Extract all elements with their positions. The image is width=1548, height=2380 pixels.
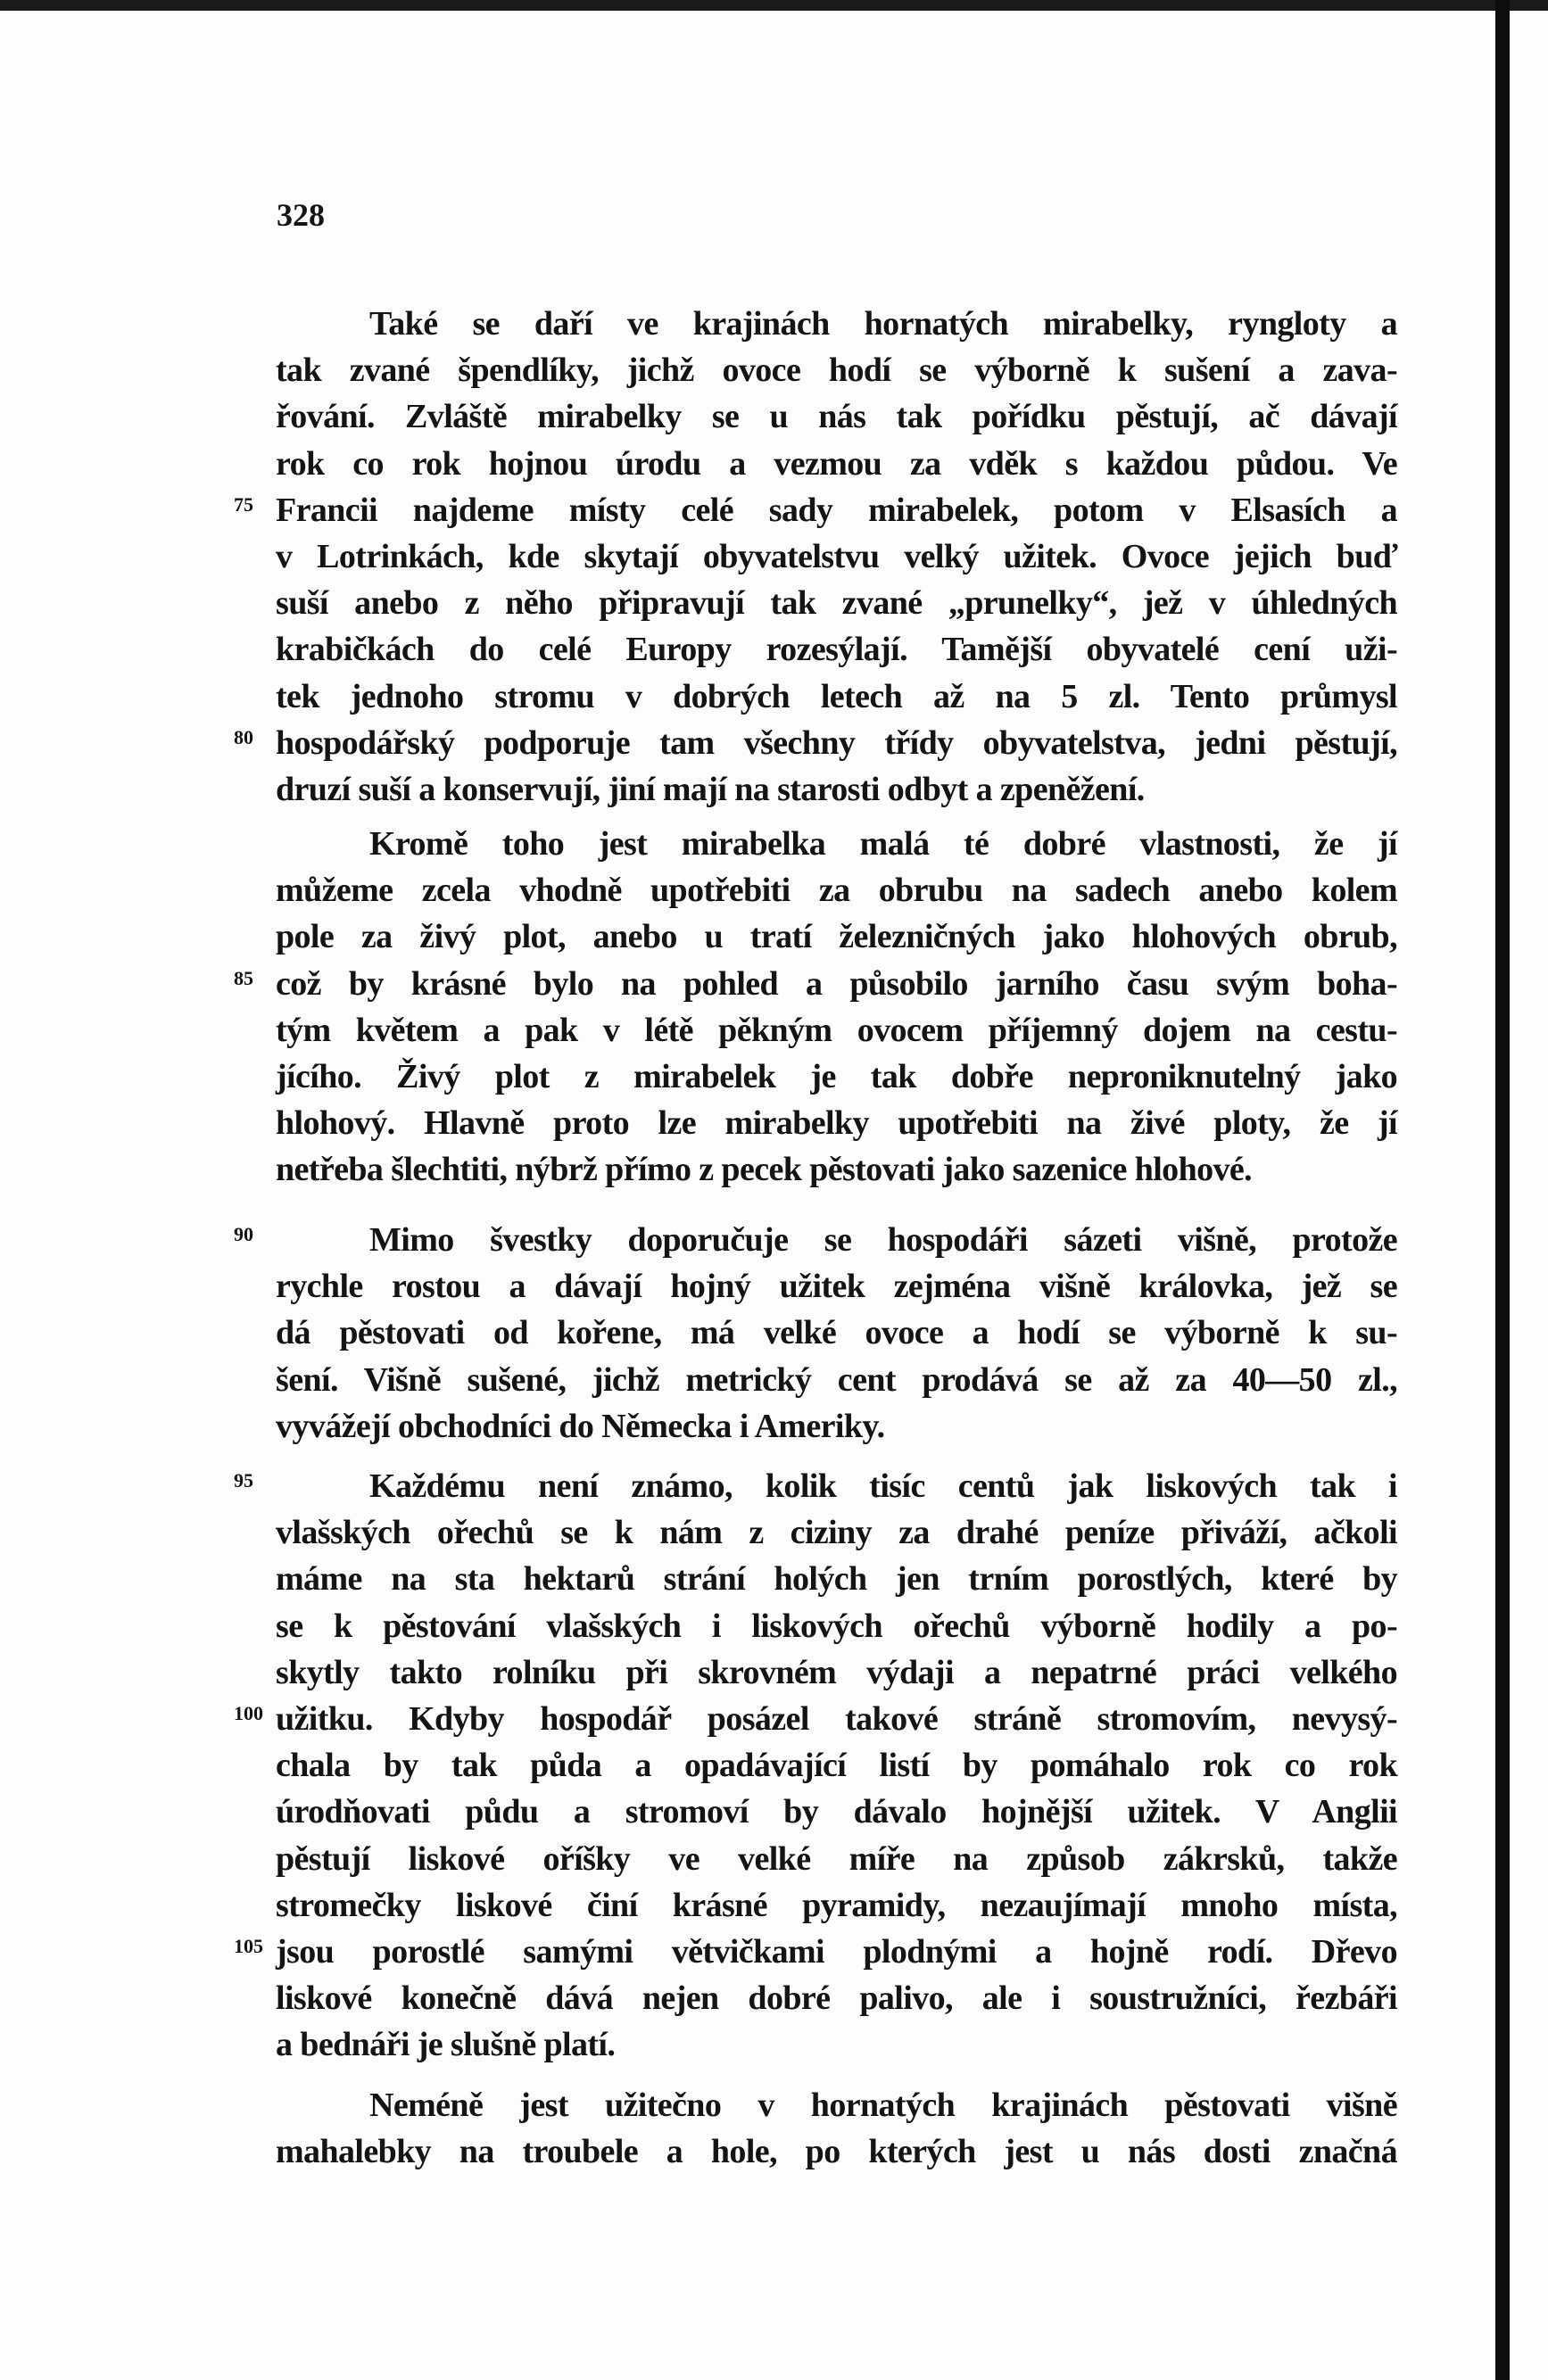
text-line: tým květem a pak v létě pěkným ovocem příjemný dojem na cestu- [276,1011,1397,1049]
text-line: netřeba šlechtiti, nýbrž přímo z pecek pěstovati jako sazenice hlohové. [276,1151,1253,1189]
text-line: krabičkách do celé Europy rozesýlají. Tamější obyvatelé cení uži- [276,631,1397,669]
margin-line-number: 75 [234,492,253,516]
text-line: Mimo švestky doporučuje se hospodáři sázeti višně, protože [369,1221,1397,1259]
margin-line-number: 90 [234,1223,253,1245]
text-line: rychle rostou a dávají hojný užitek zejména višně královka, jež se [276,1268,1397,1306]
text-line: jsou porostlé samými větvičkami plodnými a hojně rodí. Dřevo [276,1933,1397,1971]
text-line: hospodářský podporuje tam všechny třídy obyvatelstva, jedni pěstují, [276,723,1397,762]
margin-line-number: 85 [234,966,253,989]
text-line: liskové konečně dává nejen dobré palivo, ale i soustružníci, řezbáři [276,1979,1397,2018]
margin-line-number: 100 [234,1702,263,1724]
text-line: druzí suší a konservují, jiní mají na starosti odbyt a zpeněžení. [276,771,1145,808]
scan-top-edge [0,0,1548,11]
text-line: pěstují liskové oříšky ve velké míře na způsob zákrsků, takže [276,1839,1397,1878]
text-line: Francii najdeme místy celé sady mirabelek, potom v Elsasích a [276,491,1397,529]
text-line: což by krásné bylo na pohled a působilo jarního času svým boha- [276,964,1397,1003]
text-line: řování. Zvláště mirabelky se u nás tak pořídku pěstují, ač dávají [276,398,1397,436]
text-line: tek jednoho stromu v dobrých letech až na 5 zl. Tento průmysl [276,677,1397,715]
page-number: 328 [277,197,325,233]
text-line: jícího. Živý plot z mirabelek je tak dobře neproniknutelný jako [276,1058,1397,1095]
text-line: Kromě toho jest mirabelka malá té dobré vlastnosti, že jí [369,825,1397,863]
text-line: Každému není známo, kolik tisíc centů jak liskových tak i [369,1467,1397,1505]
text-line: a bednáři je slušně platí. [276,2026,616,2064]
text-line: v Lotrinkách, kde skytají obyvatelstvu velký užitek. Ovoce jejich buď [276,538,1397,575]
scan-spine-shadow [1495,0,1510,2380]
text-line: mahalebky na troubele a hole, po kterých jest u nás dosti značná [276,2133,1397,2171]
text-line: hlohový. Hlavně proto lze mirabelky upotřebiti na živé ploty, že jí [276,1104,1397,1143]
margin-line-number: 80 [234,725,253,748]
text-line: můžeme zcela vhodně upotřebiti za obrubu na sadech anebo kolem [276,872,1397,910]
text-line: se k pěstování vlašských i liskových ořechů výborně hodily a po- [276,1607,1397,1645]
text-line: vlašských ořechů se k nám z ciziny za drahé peníze přiváží, ačkoli [276,1514,1397,1552]
text-line: tak zvané špendlíky, jichž ovoce hodí se výborně k sušení a zava- [276,351,1397,390]
text-line: vyvážejí obchodníci do Německa i Ameriky. [276,1407,885,1445]
text-line: stromečky liskové činí krásné pyramidy, nezaujímají mnoho místa, [276,1886,1397,1924]
margin-line-number: 95 [234,1469,253,1492]
text-line: chala by tak půda a opadávající listí by pomáhalo rok co rok [276,1747,1397,1785]
text-line: šení. Višně sušené, jichž metrický cent prodává se až za 40—50 zl., [276,1360,1397,1399]
margin-line-number: 105 [234,1935,263,1957]
text-line: užitku. Kdyby hospodář posázel takové stráně stromovím, nevysý- [276,1700,1397,1738]
text-line: Neméně jest užitečno v hornatých krajinách pěstovati višně [369,2087,1397,2124]
text-line: úrodňovati půdu a stromoví by dávalo hojnější užitek. V Anglii [276,1793,1397,1831]
text-line: Také se daří ve krajinách hornatých mirabelky, ryngloty a [369,305,1397,343]
text-line: rok co rok hojnou úrodu a vezmou za vděk s každou půdou. Ve [276,444,1397,483]
text-line: dá pěstovati od kořene, má velké ovoce a hodí se výborně k su- [276,1314,1397,1352]
text-line: suší anebo z něho připravují tak zvané „prunelky“, jež v úhledných [276,584,1397,623]
text-line: pole za živý plot, anebo u tratí železničných jako hlohových obrub, [276,918,1397,956]
text-line: máme na sta hektarů strání holých jen trním porostlých, které by [276,1560,1397,1599]
text-line: skytly takto rolníku při skrovném výdaji a nepatrné práci velkého [276,1653,1397,1691]
